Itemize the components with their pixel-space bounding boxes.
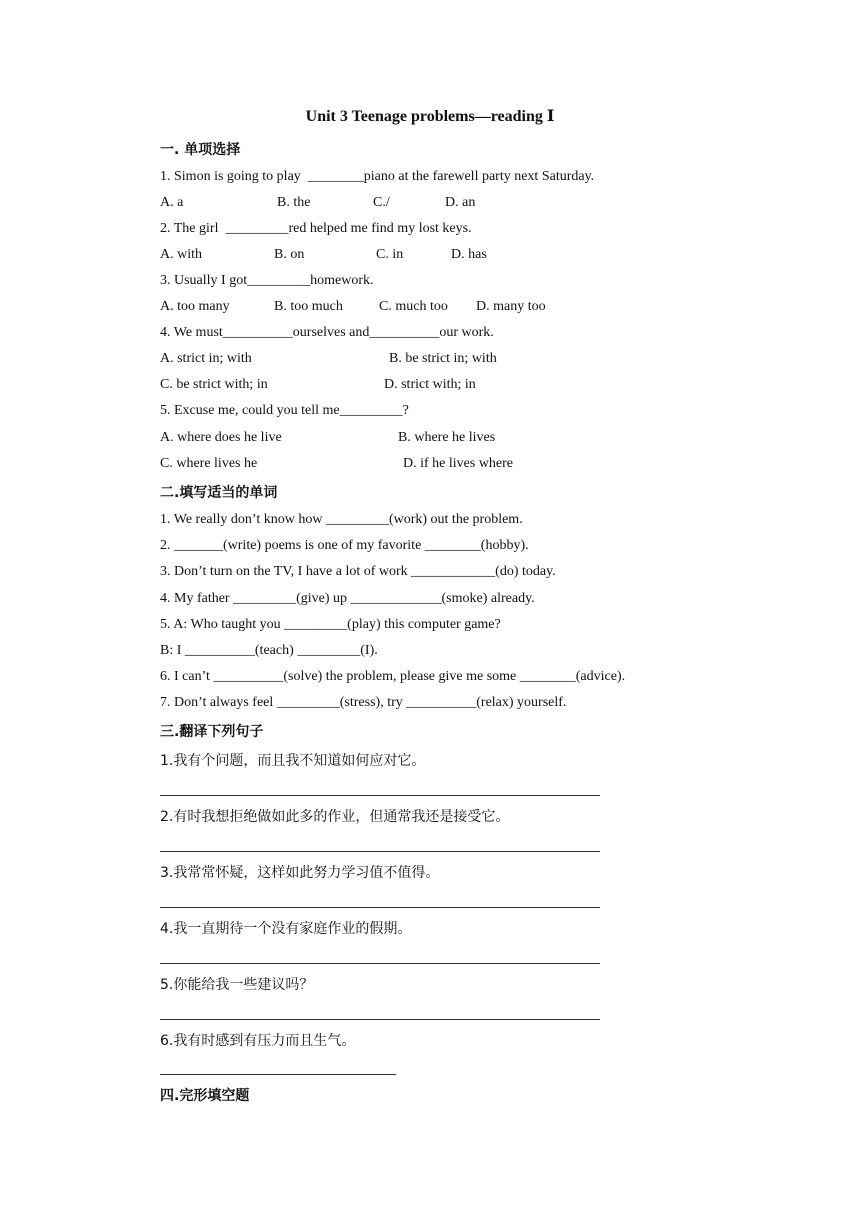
mc-question-5: 5. Excuse me, could you tell me_________? [160,403,409,418]
mc-question-2: 2. The girl _________red helped me find my lost keys. [160,221,472,236]
option-d: D. if he lives where [403,456,514,471]
option-c: C. much too [379,299,448,314]
option-a: A. with [160,247,202,262]
mc-options-5b [160,456,760,476]
translation-item-2: 2.有时我想拒绝做如此多的作业，但通常我还是接受它。 [160,809,510,825]
option-c: C./ [373,195,390,210]
option-c: C. be strict with; in [160,377,268,392]
mc-options-3 [160,299,760,319]
mc-options-4a [160,351,760,371]
fill-item-3: 3. Don’t turn on the TV, I have a lot of work ____________(do) today. [160,564,556,579]
translation-item-5: 5.你能给我一些建议吗？ [160,977,314,993]
option-d: D. strict with; in [384,377,476,392]
option-b: B. where he lives [398,430,496,445]
section-heading-translation: 三.翻译下列句子 [160,724,264,740]
option-b: B. too much [274,299,343,314]
translation-item-4: 4.我一直期待一个没有家庭作业的假期。 [160,921,412,937]
section-heading-cloze: 四.完形填空题 [160,1088,250,1104]
option-a: A. too many [160,299,230,314]
option-b: B. the [277,195,311,210]
option-a: A. a [160,195,184,210]
option-d: D. many too [476,299,546,314]
translation-item-3: 3.我常常怀疑，这样如此努力学习值不值得。 [160,865,440,881]
answer-line-3 [160,907,600,908]
answer-line-1 [160,795,600,796]
answer-line-5 [160,1019,600,1020]
answer-line-4 [160,963,600,964]
fill-item-4: 4. My father _________(give) up _____________(smoke) already. [160,591,535,606]
worksheet-title: Unit 3 Teenage problems—reading Ⅰ [305,108,555,125]
fill-item-6: 6. I can’t __________(solve) the problem, please give me some ________(advice). [160,669,626,684]
mc-question-4: 4. We must__________ourselves and__________our work. [160,325,494,340]
option-a: A. strict in; with [160,351,252,366]
answer-line-6 [160,1074,396,1075]
fill-item-5b: B: I __________(teach) _________(I). [160,643,378,658]
option-c: C. in [376,247,404,262]
fill-item-5a: 5. A: Who taught you _________(play) this computer game? [160,617,501,632]
option-d: D. has [451,247,487,262]
mc-options-1 [160,195,760,215]
section-heading-fill-in: 二.填写适当的单词 [160,485,278,501]
section-heading-multiple-choice: 一. 单项选择 [160,142,241,158]
mc-options-4b [160,377,760,397]
translation-item-1: 1.我有个问题，而且我不知道如何应对它。 [160,753,426,769]
translation-item-6: 6.我有时感到有压力而且生气。 [160,1033,356,1049]
mc-options-5a [160,430,760,450]
option-c: C. where lives he [160,456,258,471]
fill-item-7: 7. Don’t always feel _________(stress), try __________(relax) yourself. [160,695,567,710]
fill-item-1: 1. We really don’t know how _________(work) out the problem. [160,512,523,527]
mc-question-1: 1. Simon is going to play ________piano at the farewell party next Saturday. [160,169,595,184]
option-b: B. on [274,247,305,262]
mc-question-3: 3. Usually I got_________homework. [160,273,374,288]
answer-line-2 [160,851,600,852]
option-a: A. where does he live [160,430,282,445]
option-d: D. an [445,195,476,210]
option-b: B. be strict in; with [389,351,497,366]
fill-item-2: 2. _______(write) poems is one of my favorite ________(hobby). [160,538,529,553]
mc-options-2 [160,247,760,267]
